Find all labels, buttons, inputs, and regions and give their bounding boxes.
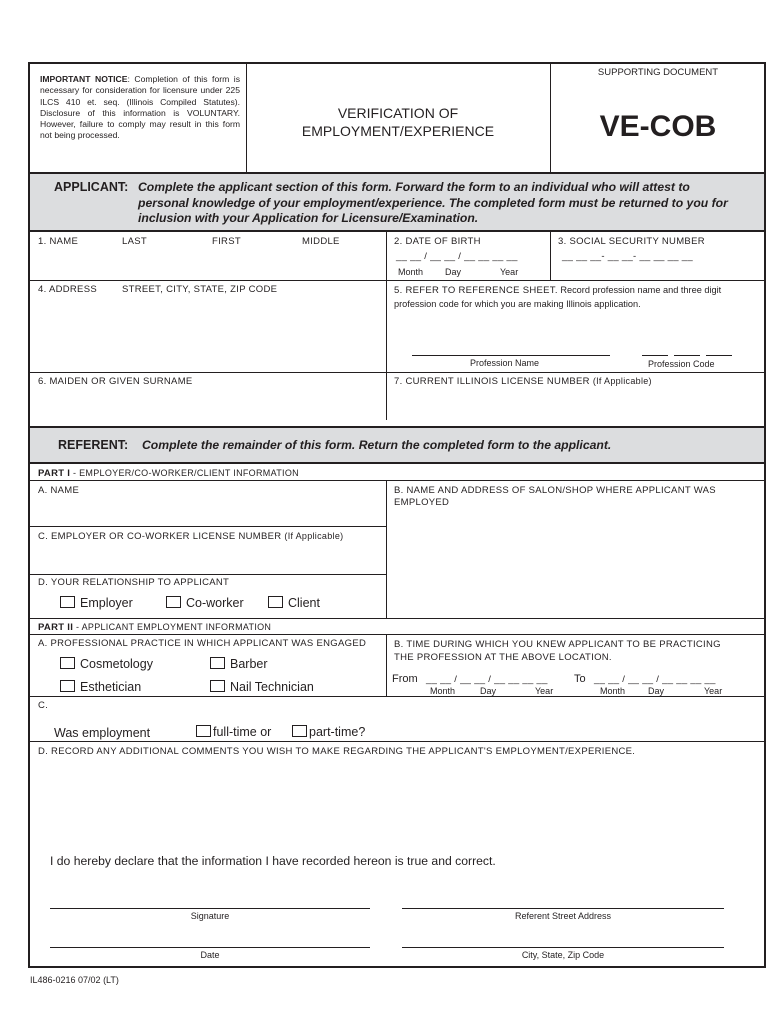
dob-month-label: Month bbox=[398, 267, 424, 277]
name-last-label: LAST bbox=[122, 236, 147, 247]
part1-heading: PART I - EMPLOYER/CO-WORKER/CLIENT INFORMATION bbox=[38, 468, 299, 479]
to-year-label: Year bbox=[704, 686, 723, 696]
referent-instructions-band bbox=[30, 426, 764, 464]
license-number-coworker-label: C. EMPLOYER OR CO-WORKER LICENSE NUMBER (If Applicable) bbox=[38, 531, 344, 542]
city-state-zip-line[interactable] bbox=[402, 947, 724, 948]
form-code: VE-COB bbox=[599, 110, 717, 143]
to-date-blanks[interactable]: __ __ / __ __ / __ __ __ __ bbox=[594, 674, 716, 685]
from-day-label: Day bbox=[480, 686, 497, 696]
profession-name-line[interactable] bbox=[412, 355, 610, 356]
supporting-document-label: SUPPORTING DOCUMENT bbox=[597, 67, 719, 78]
address-label: 4. ADDRESS bbox=[38, 284, 97, 295]
name-label: 1. NAME bbox=[38, 236, 79, 247]
applicant-instructions: Complete the applicant section of this form. Forward the form to an individual who will attest to personal knowledge of your employment/experience. The completed form must be returned to you for inclusion with your Application for Licensure/Examination. bbox=[138, 180, 728, 225]
maiden-name-label: 6. MAIDEN OR GIVEN SURNAME bbox=[38, 376, 193, 387]
referent-label: REFERENT: bbox=[58, 438, 129, 452]
ssn-label: 3. SOCIAL SECURITY NUMBER bbox=[558, 236, 705, 247]
applicant-label: APPLICANT: bbox=[54, 180, 129, 194]
part2-heading: PART II - APPLICANT EMPLOYMENT INFORMATION bbox=[38, 622, 272, 633]
from-date-blanks[interactable]: __ __ / __ __ / __ __ __ __ bbox=[426, 674, 548, 685]
license-number-label: 7. CURRENT ILLINOIS LICENSE NUMBER (If Applicable) bbox=[394, 376, 652, 387]
date-label: Date bbox=[200, 950, 220, 960]
applicant-instructions-band bbox=[30, 172, 764, 232]
profession-name-label: Profession Name bbox=[470, 358, 540, 368]
nail-technician-checkbox[interactable]: Nail Technician bbox=[210, 680, 314, 694]
comments-label: D. RECORD ANY ADDITIONAL COMMENTS YOU WISH TO MAKE REGARDING THE APPLICANT'S EMPLOYMENT/EXPERIENCE. bbox=[38, 746, 636, 757]
city-state-zip-label: City, State, Zip Code bbox=[521, 950, 605, 960]
declaration-text: I do hereby declare that the information I have recorded hereon is true and correct. bbox=[50, 854, 496, 868]
address-parts-label: STREET, CITY, STATE, ZIP CODE bbox=[122, 284, 278, 295]
time-known-label: B. TIME DURING WHICH YOU KNEW APPLICANT TO BE PRACTICING THE PROFESSION AT THE ABOVE LOCATION. bbox=[394, 639, 721, 663]
ssn-blanks[interactable]: __ __ __- __ __- __ __ __ __ bbox=[562, 251, 693, 262]
cosmetology-checkbox[interactable]: Cosmetology bbox=[60, 657, 153, 671]
was-employment-label: Was employment bbox=[54, 726, 151, 740]
from-month-label: Month bbox=[430, 686, 456, 696]
profession-code-label: Profession Code bbox=[648, 359, 715, 369]
employment-type-label: C. bbox=[38, 700, 49, 711]
form-title: VERIFICATION OF EMPLOYMENT/EXPERIENCE bbox=[301, 105, 495, 139]
reference-sheet-instruction: 5. REFER TO REFERENCE SHEET. Record profession name and three digit profession code for which you are making Illinois application. bbox=[394, 285, 722, 309]
street-address-line[interactable] bbox=[402, 908, 724, 909]
fulltime-checkbox[interactable]: full-time or bbox=[196, 725, 271, 739]
parttime-checkbox[interactable]: part-time? bbox=[292, 725, 365, 739]
name-first-label: FIRST bbox=[212, 236, 241, 247]
profession-code-line[interactable] bbox=[706, 355, 732, 356]
signature-label: Signature bbox=[190, 911, 230, 921]
barber-checkbox[interactable]: Barber bbox=[210, 657, 268, 671]
comments-field[interactable] bbox=[38, 760, 758, 844]
name-middle-label: MIDDLE bbox=[302, 236, 340, 247]
relationship-label: D. YOUR RELATIONSHIP TO APPLICANT bbox=[38, 577, 230, 588]
to-day-label: Day bbox=[648, 686, 665, 696]
date-line[interactable] bbox=[50, 947, 370, 948]
client-checkbox[interactable]: Client bbox=[268, 596, 320, 610]
signature-line[interactable] bbox=[50, 908, 370, 909]
address-field[interactable] bbox=[38, 296, 378, 368]
referent-instructions: Complete the remainder of this form. Return the completed form to the applicant. bbox=[142, 438, 612, 452]
street-address-label: Referent Street Address bbox=[514, 911, 612, 921]
to-label: To bbox=[574, 673, 586, 685]
from-label: From bbox=[392, 673, 418, 685]
practice-label: A. PROFESSIONAL PRACTICE IN WHICH APPLICANT WAS ENGAGED bbox=[38, 638, 367, 649]
dob-label: 2. DATE OF BIRTH bbox=[394, 236, 481, 247]
dob-year-label: Year bbox=[500, 267, 519, 277]
esthetician-checkbox[interactable]: Esthetician bbox=[60, 680, 141, 694]
employer-checkbox[interactable]: Employer bbox=[60, 596, 133, 610]
form-id: IL486-0216 07/02 (LT) bbox=[30, 975, 119, 985]
salon-address-label: B. NAME AND ADDRESS OF SALON/SHOP WHERE APPLICANT WAS EMPLOYED bbox=[394, 485, 716, 508]
from-year-label: Year bbox=[535, 686, 554, 696]
coworker-checkbox[interactable]: Co-worker bbox=[166, 596, 244, 610]
form-frame bbox=[28, 62, 766, 968]
dob-blanks[interactable]: __ __ / __ __ / __ __ __ __ bbox=[396, 251, 518, 262]
dob-day-label: Day bbox=[445, 267, 462, 277]
employer-name-label: A. NAME bbox=[38, 485, 80, 496]
important-notice: IMPORTANT NOTICE: Completion of this form is necessary for consideration for licensure under 225 ILCS 410 et. seq. (Illinois Compiled Statutes). Disclosure of this information is VOLUNTARY. However, failure to comply may result in this form not being processed. bbox=[40, 74, 241, 141]
to-month-label: Month bbox=[600, 686, 626, 696]
